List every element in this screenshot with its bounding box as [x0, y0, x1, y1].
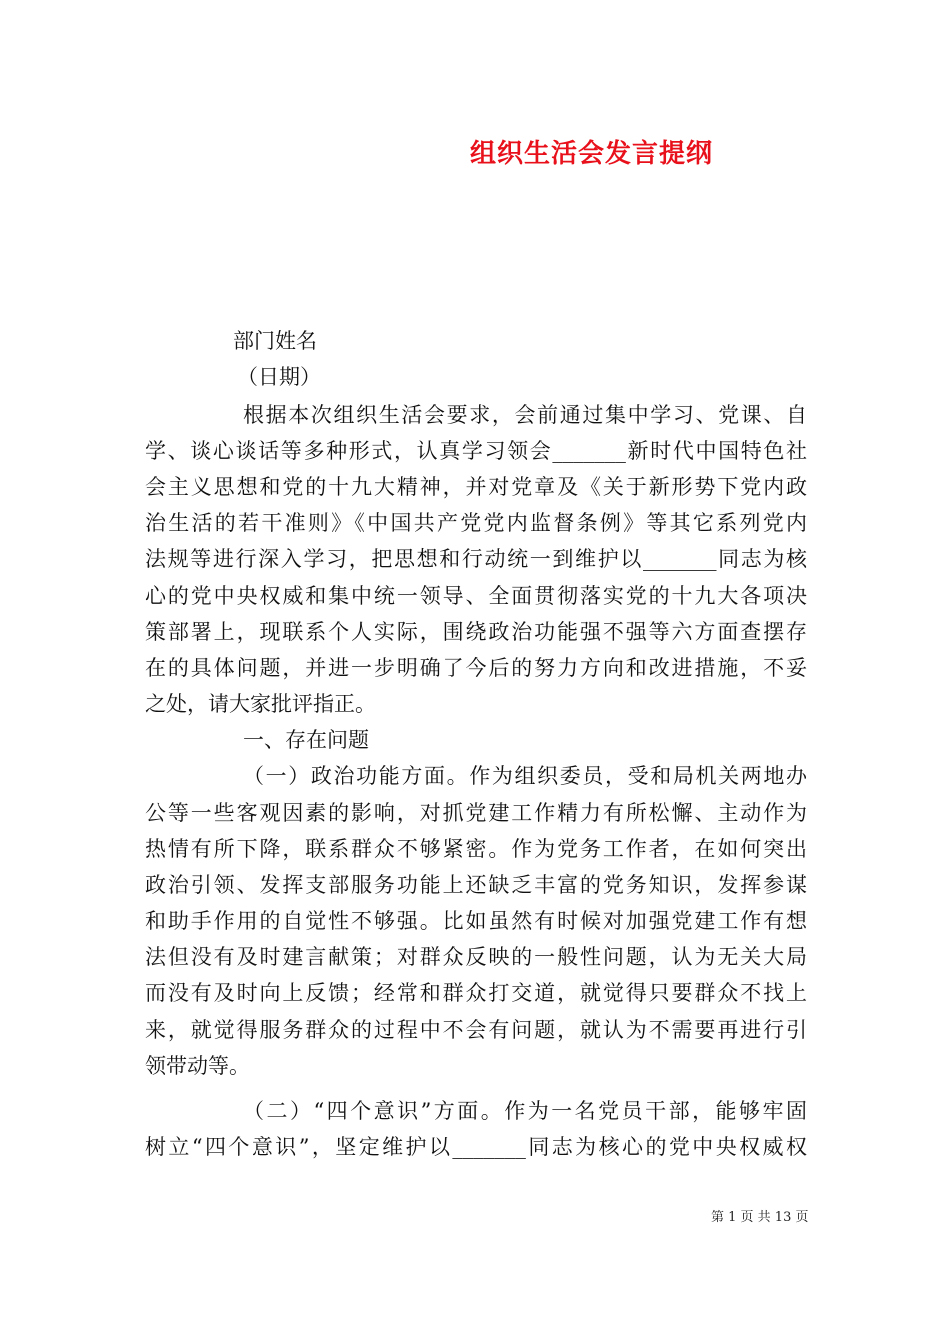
paragraph-line: 之处，请大家批评指正。 — [145, 692, 376, 716]
paragraph-line: 根据本次组织生活会要求，会前通过集中学习、党课、自 — [243, 403, 807, 427]
paragraph-line: 策部署上，现联系个人实际，围绕政治功能强不强等六方面查摆存 — [145, 620, 807, 644]
paragraph-line: 而没有及时向上反馈；经常和群众打交道，就觉得只要群众不找上 — [145, 981, 807, 1005]
paragraph-line: 法但没有及时建言献策；对群众反映的一般性问题，认为无关大局 — [145, 945, 807, 969]
paragraph-line: （一）政治功能方面。作为组织委员，受和局机关两地办 — [243, 764, 807, 788]
paragraph-line: （二）“四个意识”方面。作为一名党员干部，能够牢固 — [243, 1099, 807, 1123]
paragraph-line: 树立“四个意识”，坚定维护以_______同志为核心的党中央权威权 — [145, 1135, 807, 1159]
paragraph-line: 会主义思想和党的十九大精神，并对党章及《关于新形势下党内政 — [145, 475, 807, 499]
paragraph-line: 和助手作用的自觉性不够强。比如虽然有时候对加强党建工作有想 — [145, 909, 807, 933]
paragraph-line: 领带动等。 — [145, 1054, 250, 1078]
paragraph-line: 政治引领、发挥支部服务功能上还缺乏丰富的党务知识，发挥参谋 — [145, 873, 807, 897]
paragraph-line: 治生活的若干准则》《中国共产党党内监督条例》等其它系列党内 — [145, 511, 807, 535]
paragraph-line: 法规等进行深入学习，把思想和行动统一到维护以_______同志为核 — [145, 547, 807, 571]
date-line: （日期） — [237, 365, 321, 389]
page-footer: 第 1 页 共 13 页 — [711, 1210, 809, 1225]
paragraph-line: 热情有所下降，联系群众不够紧密。作为党务工作者，在如何突出 — [145, 837, 807, 861]
paragraph-line: 来，就觉得服务群众的过程中不会有问题，就认为不需要再进行引 — [145, 1018, 807, 1042]
paragraph-line: 公等一些客观因素的影响，对抓党建工作精力有所松懈、主动作为 — [145, 801, 807, 825]
paragraph-line: 在的具体问题，并进一步明确了今后的努力方向和改进措施，不妥 — [145, 656, 807, 680]
dept-name: 部门姓名 — [233, 329, 317, 353]
paragraph-line: 学、谈心谈话等多种形式，认真学习领会_______新时代中国特色社 — [145, 439, 807, 463]
paragraph-line: 心的党中央权威和集中统一领导、全面贯彻落实党的十九大各项决 — [145, 584, 807, 608]
document-title: 组织生活会发言提纲 — [470, 139, 714, 169]
section-heading: 一、存在问题 — [243, 728, 369, 752]
